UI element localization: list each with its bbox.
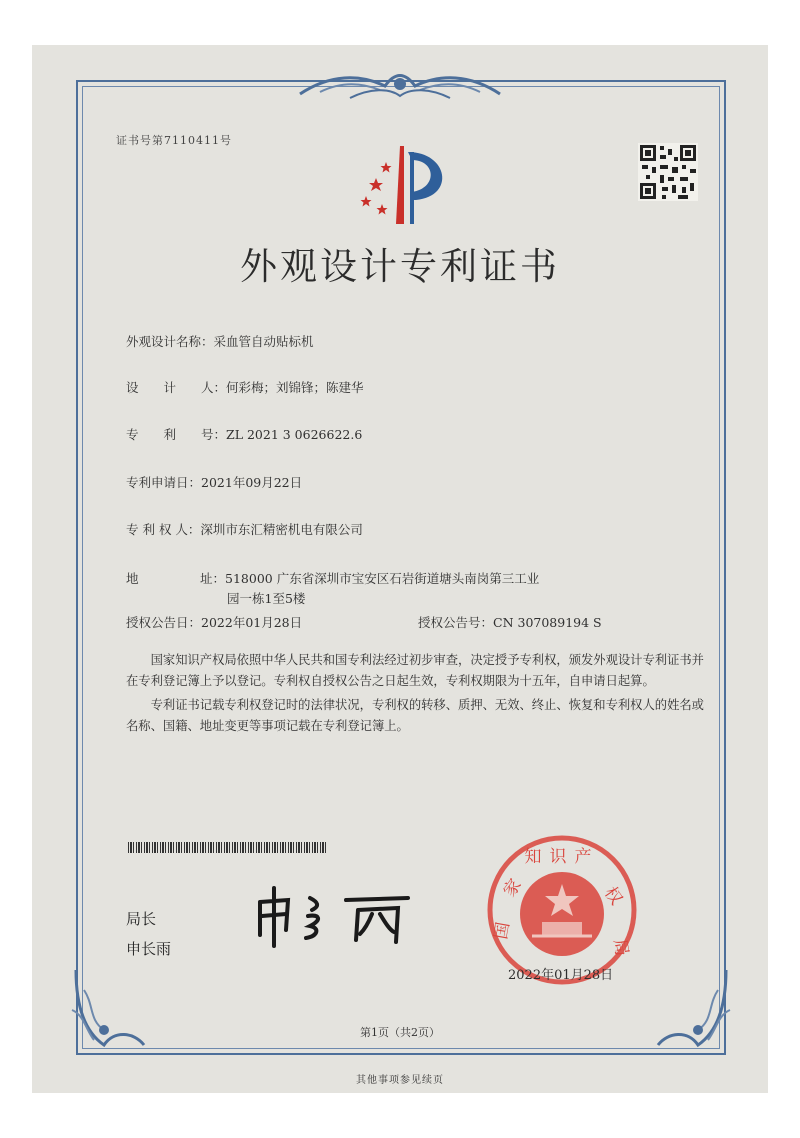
stamp-date: 2022年01月28日 [508,968,614,983]
certificate-body [126,650,706,737]
address-line-2: 园一栋1至5楼 [227,591,306,606]
filing-date-row [126,473,302,491]
patent-number-row [126,425,362,443]
patent-number-value: ZL 2021 3 0626622.6 [226,427,363,442]
address-label-start: 地 [126,571,139,586]
filing-date-label: 专利申请日： [126,475,202,490]
certificate-title: 外观设计专利证书 [240,245,560,288]
certificate-number: 证书号第7110411号 [116,134,232,147]
handwritten-signature-icon [248,880,428,950]
qr-code-icon [638,143,698,201]
director-title: 局长 [126,910,157,928]
svg-text:国: 国 [491,920,514,941]
corner-ornament-right-icon [648,960,738,1055]
svg-text:局: 局 [609,937,632,958]
barcode-icon [128,842,326,853]
patent-number-label: 专 利 号： [126,427,227,442]
director-name: 申长雨 [126,940,172,958]
grant-number-value: CN 307089194 S [493,615,602,630]
patentee-label: 专 利 权 人： [126,522,201,537]
grant-date-row [126,613,302,631]
designer-value: 何彩梅；刘锦锋；陈建华 [226,380,364,395]
address-label-end: 址： [200,571,226,586]
design-name-label: 外观设计名称： [126,334,214,349]
grant-date-label: 授权公告日： [126,615,202,630]
design-name-value: 采血管自动贴标机 [213,334,314,349]
body-paragraph-1: 国家知识产权局依照中华人民共和国专利法经过初步审查，决定授予专利权，颁发外观设计专利证书并在专利登记簿上予以登记。专利权自授权公告之日起生效，专利权期限为十五年，自申请日起算。 [126,653,704,688]
filing-date-value: 2021年09月22日 [201,475,303,490]
address-row [126,569,539,587]
corner-ornament-left-icon [64,960,154,1055]
designer-row [126,378,364,396]
svg-text:家: 家 [499,875,526,901]
grant-number-label: 授权公告号： [418,615,494,630]
grant-date-value: 2022年01月28日 [201,615,303,630]
design-name-row [126,332,314,350]
body-paragraph-2: 专利证书记载专利权登记时的法律状况，专利权的转移、质押、无效、终止、恢复和专利权人的姓名或名称、国籍、地址变更等事项记载在专利登记簿上。 [126,698,704,733]
designer-label: 设 计 人： [126,380,227,395]
svg-text:知识产: 知识产 [524,847,600,867]
grant-number-row [418,613,602,631]
top-ornament-icon [290,64,510,104]
footer-note: 其他事项参见续页 [356,1075,444,1086]
svg-text:权: 权 [599,883,627,909]
patent-logo-icon [352,138,462,230]
patentee-value: 深圳市东汇精密机电有限公司 [200,522,363,537]
patentee-row [126,520,363,538]
page-number: 第1页（共2页） [360,1026,440,1039]
address-line-1: 518000 广东省深圳市宝安区石岩街道塘头南岗第三工业 [225,571,540,586]
